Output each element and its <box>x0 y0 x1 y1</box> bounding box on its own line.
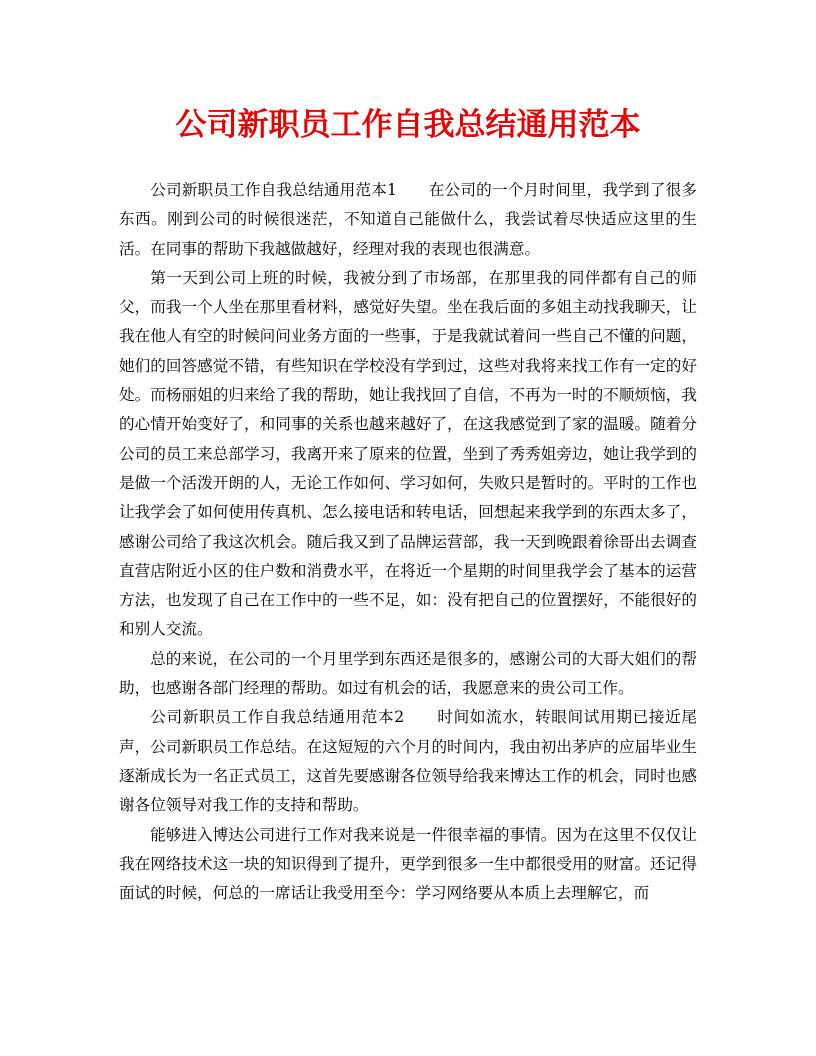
paragraph-sample-2: 公司新职员工作自我总结通用范本2 时间如流水，转眼间试用期已接近尾声，公司新职员工作总结。在这短短的六个月的时间内，我由初出茅庐的应届毕业生逐渐成长为一名正式员工，这首先要感谢各位领导给我来博达工作的机会，同时也感谢各位领导对我工作的支持和帮助。 <box>119 708 697 815</box>
paragraph-intro: 公司新职员工作自我总结通用范本1 在公司的一个月时间里，我学到了很多东西。刚到公司的时候很迷茫，不知道自己能做什么，我尝试着尽快适应这里的生活。在同事的帮助下我越做越好，经理对我的表现也很满意。 <box>119 181 697 258</box>
paragraph-first-day: 第一天到公司上班的时候，我被分到了市场部，在那里我的同伴都有自己的师父，而我一个人坐在那里看材料，感觉好失望。坐在我后面的多姐主动找我聊天，让我在他人有空的时候问问业务方面的一些事，于是我就试着问一些自己不懂的问题，她们的回答感觉不错，有些知识在学校没有学到过，这些对我将来找工作有一定的好处。而杨丽姐的归来给了我的帮助，她让我找回了自信，不再为一时的不顺烦恼，我的心情开始变好了，和同事的关系也越来越好了，在这我感觉到了家的温暖。随着分公司的员工来总部学习，我离开来了原来的位置，坐到了秀秀姐旁边，她让我学到的是做一个活泼开朗的人，无论工作如何、学习如何，失败只是暂时的。平时的工作也让我学会了如何使用传真机、怎么接电话和转电话，回想起来我学到的东西太多了，感谢公司给了我这次机会。随后我又到了品牌运营部，我一天到晚跟着徐哥出去调查直营店附近小区的住户数和消费水平，在将近一个星期的时间里我学会了基本的运营方法，也发现了自己在工作中的一些不足，如：没有把自己的位置摆好，不能很好的和别人交流。 <box>119 268 697 639</box>
document-title: 公司新职员工作自我总结通用范本 <box>175 107 641 143</box>
document-body <box>119 176 697 908</box>
paragraph-joining-company: 能够进入博达公司进行工作对我来说是一件很幸福的事情。因为在这里不仅仅让我在网络技术这一块的知识得到了提升，更学到很多一生中都很受用的财富。还记得面试的时候，何总的一席话让我受用至今：学习网络要从本质上去理解它，而 <box>119 825 697 903</box>
paragraph-summary: 总的来说，在公司的一个月里学到东西还是很多的，感谢公司的大哥大姐们的帮助，也感谢各部门经理的帮助。如过有机会的话，我愿意来的贵公司工作。 <box>119 649 697 698</box>
